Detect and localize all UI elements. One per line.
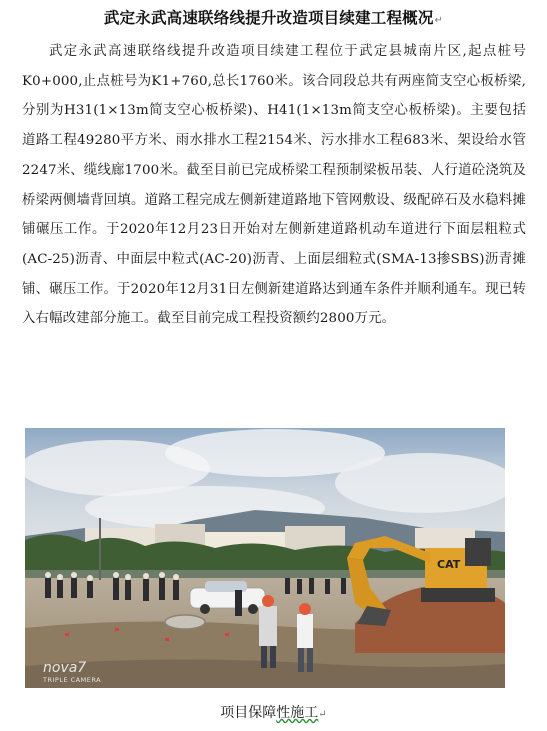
construction-photo [25,428,505,688]
body-paragraph: 武定永武高速联络线提升改造项目续建工程位于武定县城南片区,起点桩号K0+000,止点桩号为K1+760,总长1760米。该合同段总共有两座简支空心板桥梁,分别为H31(1×13m简支空心板桥梁)、H41(1×13m简支空心板桥梁)。主要包括道路工程49280平方米、雨水排水工程2154米、污水排水工程683米、架设给水管2247米、缆线廊1700米。截至目前已完成桥梁工程预制梁板吊装、人行道砼浇筑及桥梁两侧墙背回填。道路工程完成左侧新建道路地下管网敷设、级配碎石及水稳料摊铺碾压工作。于2020年12月23日开始对左侧新建道路机动车道进行下面层粗粒式(AC-25)沥青、中面层中粒式(AC-20)沥青、上面层细粒式(SMA-13掺SBS)沥青摊铺、碾压工作。于2020年12月31日左侧新建道路达到通车条件并顺利通车。现已转入右幅改建部分施工。截至目前完成工程投资额约2800万元。 [22,44,526,327]
caption-paragraph-mark: ↵ [318,709,327,720]
caption-underlined-text: 性施工 [276,705,319,721]
document-title [0,6,547,28]
photo-caption [0,702,547,722]
title-text: 武定永武高速联络线提升改造项目续建工程概况 [103,9,434,27]
paragraph-mark: ↵ [434,15,444,26]
photo-watermark-subtitle: TRIPLE CAMERA [43,676,102,684]
excavator-brand-label: CAT [437,558,461,571]
photo-watermark-brand: nova7 [43,660,87,676]
caption-text: 项目保障 [220,705,277,721]
